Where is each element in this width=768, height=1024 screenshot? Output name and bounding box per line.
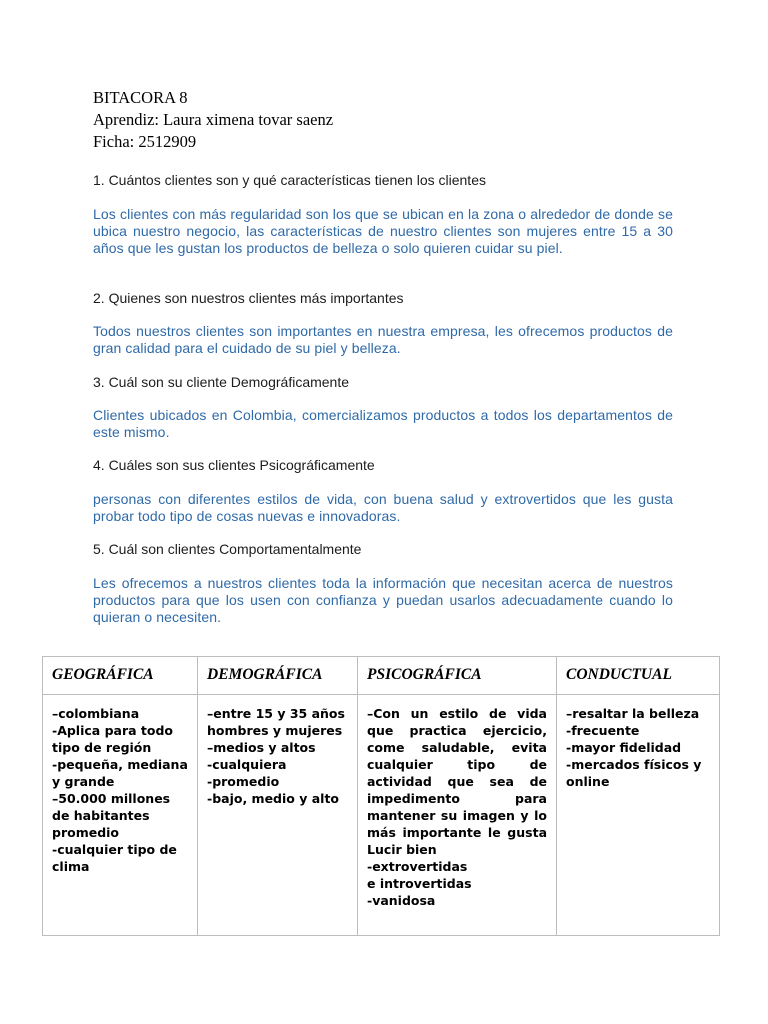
psicografica-item: -extrovertidas xyxy=(367,859,468,874)
header-demografica: DEMOGRÁFICA xyxy=(198,657,358,695)
conductual-item: –resaltar la belleza xyxy=(566,706,700,721)
answer-5: Les ofrecemos a nuestros clientes toda la información que necesitan acerca de nuestros productos para que los usen con confianza y puedan usarlos adecuadamente cuando lo quieran o necesiten. xyxy=(93,575,673,625)
demografica-item: –entre 15 y 35 años xyxy=(207,706,345,721)
psicografica-item: e introvertidas xyxy=(367,876,472,891)
demografica-item: –medios y altos xyxy=(207,740,316,755)
question-4: 4. Cuáles son sus clientes Psicográficamente xyxy=(93,457,375,473)
cell-geografica xyxy=(43,695,198,936)
table-header-row xyxy=(43,657,720,695)
answer-2: Todos nuestros clientes son importantes en nuestra empresa, les ofrecemos productos de gran calidad para el cuidado de su piel y belleza. xyxy=(93,323,673,356)
cell-psicografica xyxy=(358,695,557,936)
geografica-item: –50.000 millones de habitantes promedio xyxy=(52,791,171,840)
answer-1: Los clientes con más regularidad son los que se ubican en la zona o alrededor de donde se ubica nuestro negocio, las características de nuestro clientes son mujeres entre 15 a 30 años que les gustan los productos de belleza o solo quieren cuidar su piel. xyxy=(93,206,673,256)
header-geografica: GEOGRÁFICA xyxy=(43,657,198,695)
geografica-item: -cualquier tipo de clima xyxy=(52,842,177,874)
question-3: 3. Cuál son su cliente Demográficamente xyxy=(93,374,350,390)
geografica-item: -pequeña, mediana y grande xyxy=(52,757,188,789)
geografica-item: -Aplica para todo tipo de región xyxy=(52,723,174,755)
demografica-item: -cualquiera xyxy=(207,757,287,772)
ficha-line: Ficha: 2512909 xyxy=(93,132,197,151)
conductual-item: -mercados físicos y online xyxy=(566,757,702,789)
answer-4: personas con diferentes estilos de vida, con buena salud y extrovertidos que les gusta probar todo tipo de cosas nuevas e innovadoras. xyxy=(93,491,673,524)
demografica-item: -bajo, medio y alto xyxy=(207,791,340,806)
question-1: 1. Cuántos clientes son y qué características tienen los clientes xyxy=(93,172,486,188)
segmentation-table xyxy=(42,656,720,936)
conductual-item: -frecuente xyxy=(566,723,640,738)
psicografica-item: –Con un estilo de vida que practica ejercicio, come saludable, evita cualquier tipo de actividad que sea de impedimento para mantener su imagen y lo más importante le gusta Lucir bien xyxy=(367,706,547,857)
question-5: 5. Cuál son clientes Comportamentalmente xyxy=(93,541,362,557)
cell-conductual xyxy=(557,695,720,936)
aprendiz-line: Aprendiz: Laura ximena tovar saenz xyxy=(93,110,334,129)
geografica-item: –colombiana xyxy=(52,706,140,721)
document-title: BITACORA 8 xyxy=(93,88,188,107)
demografica-item: hombres y mujeres xyxy=(207,723,343,738)
psicografica-item: -vanidosa xyxy=(367,893,436,908)
header-conductual: CONDUCTUAL xyxy=(557,657,720,695)
table-row xyxy=(43,695,720,936)
demografica-item: -promedio xyxy=(207,774,280,789)
answer-3: Clientes ubicados en Colombia, comercializamos productos a todos los departamentos de este mismo. xyxy=(93,407,673,440)
header-psicografica: PSICOGRÁFICA xyxy=(358,657,557,695)
question-2: 2. Quienes son nuestros clientes más importantes xyxy=(93,290,404,306)
document-header xyxy=(93,87,333,153)
cell-demografica xyxy=(198,695,358,936)
conductual-item: -mayor fidelidad xyxy=(566,740,682,755)
